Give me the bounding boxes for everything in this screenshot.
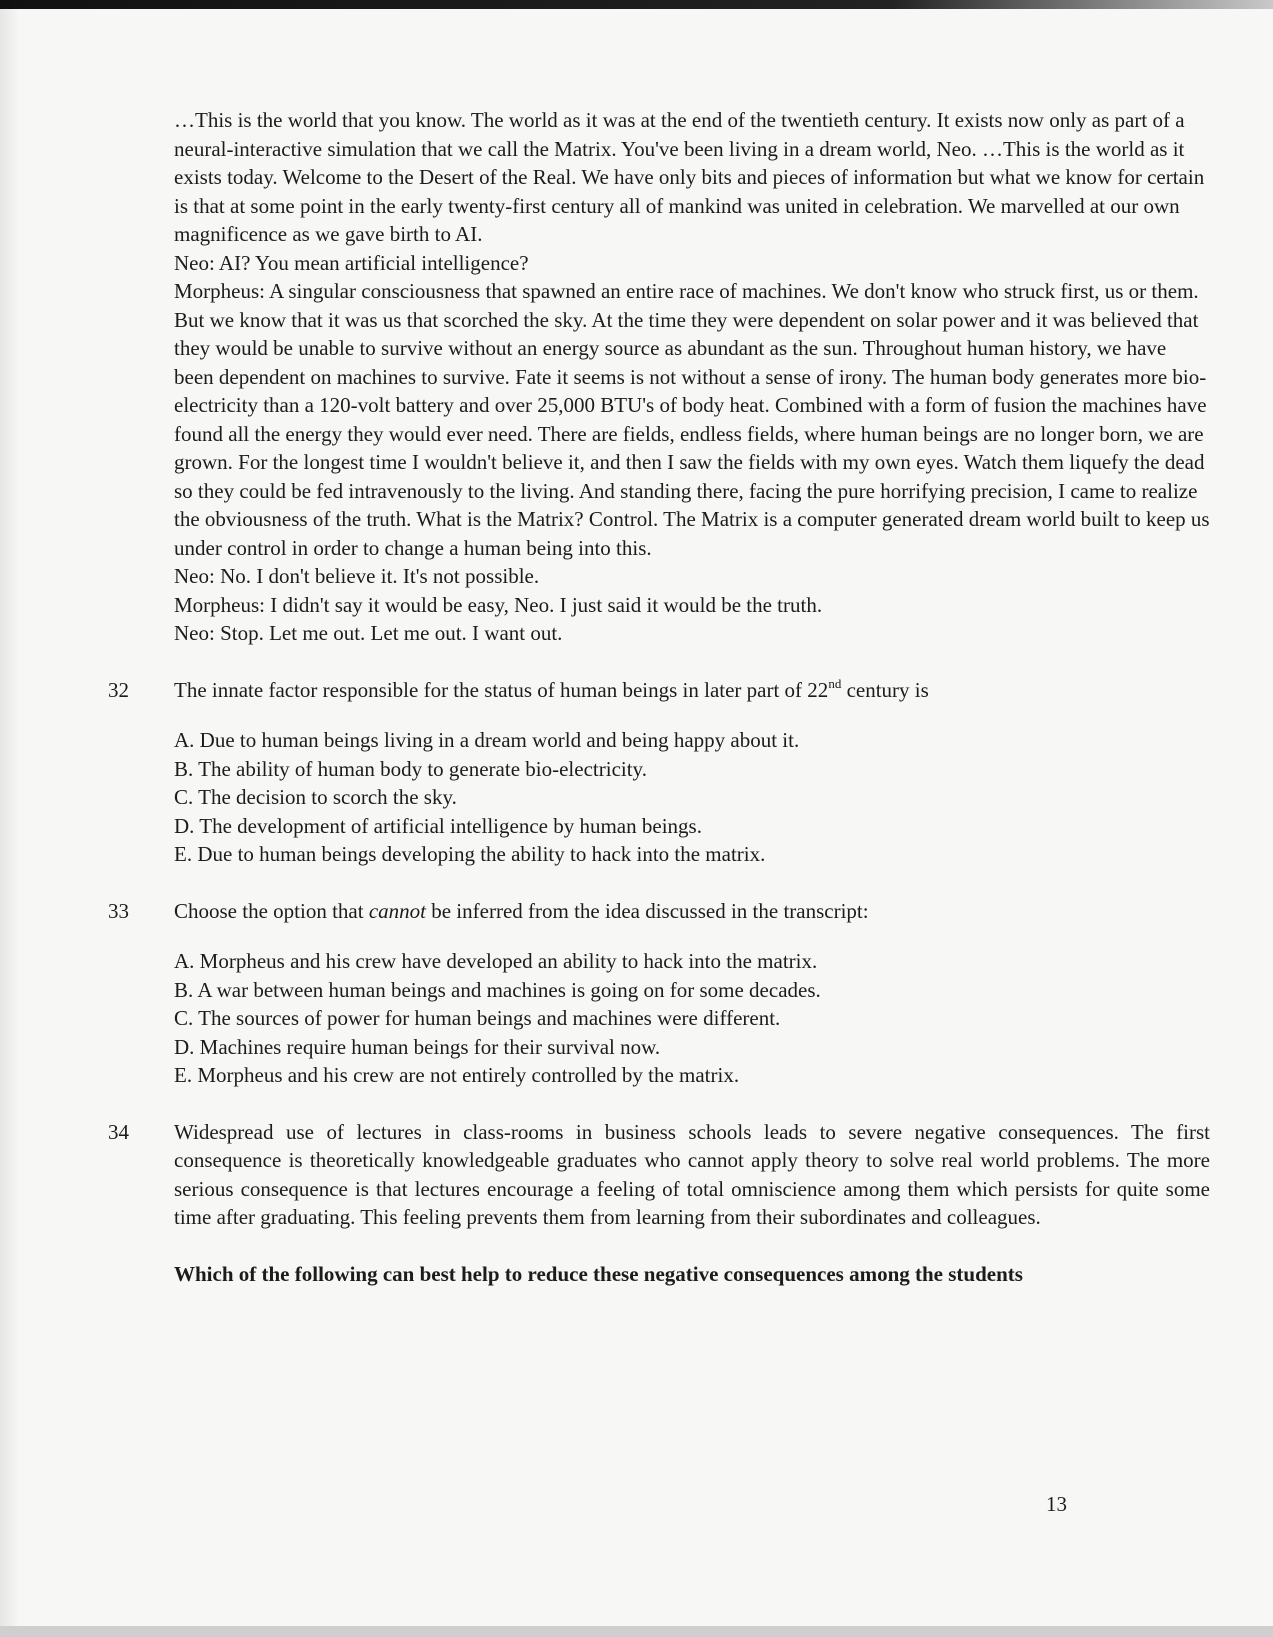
dialogue-line: Neo: AI? You mean artificial intelligence? — [174, 250, 529, 275]
stem-text: The innate factor responsible for the status of human beings in later part of 22 — [174, 677, 829, 702]
stem-emphasis: cannot — [368, 898, 426, 923]
scan-left-shadow — [0, 0, 20, 1637]
answer-option[interactable]: A. Due to human beings living in a dream world and being happy about it. — [174, 728, 800, 752]
question-number: 33 — [108, 898, 129, 923]
transcript-passage — [174, 106, 1210, 648]
stem-text: century is — [841, 677, 929, 702]
question-prompt: Which of the following can best help to reduce these negative consequences among the students — [174, 1261, 1023, 1286]
dialogue-line: Morpheus: I didn't say it would be easy, Neo. I just said it would be the truth. — [174, 592, 823, 617]
answer-option[interactable]: C. The decision to scorch the sky. — [174, 785, 457, 809]
answer-option[interactable]: B. The ability of human body to generate bio-electricity. — [174, 756, 647, 781]
scan-top-edge — [0, 0, 1273, 9]
answer-option[interactable]: D. The development of artificial intelligence by human beings. — [174, 813, 702, 838]
answer-options — [174, 947, 1210, 1090]
answer-option[interactable]: A. Morpheus and his crew have developed an ability to hack into the matrix. — [174, 949, 818, 973]
answer-options — [174, 726, 1210, 869]
question-33 — [108, 897, 1210, 1090]
scan-bottom-edge — [0, 1626, 1273, 1637]
question-stem: Widespread use of lectures in class-rooms in business schools leads to severe negative consequences. The first consequence is theoretically knowledgeable graduates who cannot apply theory to solve real world problems. The more serious consequence is that lectures encourage a feeling of total omniscience among them which persists for quite some time after graduating. This feeling prevents them from learning from their subordinates and colleagues. — [174, 1119, 1210, 1229]
answer-option[interactable]: E. Morpheus and his crew are not entirely controlled by the matrix. — [174, 1063, 740, 1087]
answer-option[interactable]: E. Due to human beings developing the ability to hack into the matrix. — [174, 842, 766, 866]
stem-text: Choose the option that — [174, 898, 369, 923]
stem-text: be inferred from the idea discussed in the transcript: — [425, 898, 869, 923]
question-34 — [108, 1118, 1210, 1289]
answer-option[interactable]: D. Machines require human beings for their survival now. — [174, 1034, 661, 1059]
dialogue-line: Neo: Stop. Let me out. Let me out. I want out. — [174, 621, 563, 645]
dialogue-line: Neo: No. I don't believe it. It's not possible. — [174, 564, 540, 588]
answer-option[interactable]: C. The sources of power for human beings and machines were different. — [174, 1006, 781, 1030]
page-number: 13 — [1046, 1492, 1067, 1516]
page-content — [108, 106, 1210, 1288]
question-stem — [174, 676, 1210, 705]
answer-option[interactable]: B. A war between human beings and machines is going on for some decades. — [174, 977, 821, 1002]
question-number: 34 — [108, 1119, 129, 1144]
question-number: 32 — [108, 677, 129, 702]
question-32 — [108, 675, 1210, 869]
question-stem — [174, 897, 1210, 926]
dialogue-line: Morpheus: A singular consciousness that spawned an entire race of machines. We don't know who struck first, us or them. But we know that it was us that scorched the sky. At the time they were dependent on solar power and it was believed that they would be unable to survive without an energy source as abundant as the sun. Throughout human history, we have been dependent on machines to survive. Fate it seems is not without a sense of irony. The human body generates more bio-electricity than a 120-volt battery and over 25,000 BTU's of body heat. Combined with a form of fusion the machines have found all the energy they would ever need. There are fields, endless fields, where human beings are no longer born, we are grown. For the longest time I wouldn't believe it, and then I saw the fields with my own eyes. Watch them liquefy the dead so they could be fed intravenously to the living. And standing there, facing the pure horrifying precision, I came to realize the obviousness of the truth. What is the Matrix? Control. The Matrix is a computer generated dream world built to keep us under control in order to change a human being into this. — [174, 279, 1210, 560]
passage-narration: …This is the world that you know. The world as it was at the end of the twentieth century. It exists now only as part of a neural-interactive simulation that we call the Matrix. You've been living in a dream world, Neo. …This is the world as it exists today. Welcome to the Desert of the Real. We have only bits and pieces of information but what we know for certain is that at some point in the early twenty-first century all of mankind was united in celebration. We marvelled at our own magnificence as we gave birth to AI. — [174, 108, 1205, 246]
ordinal-suffix: nd — [828, 675, 842, 691]
